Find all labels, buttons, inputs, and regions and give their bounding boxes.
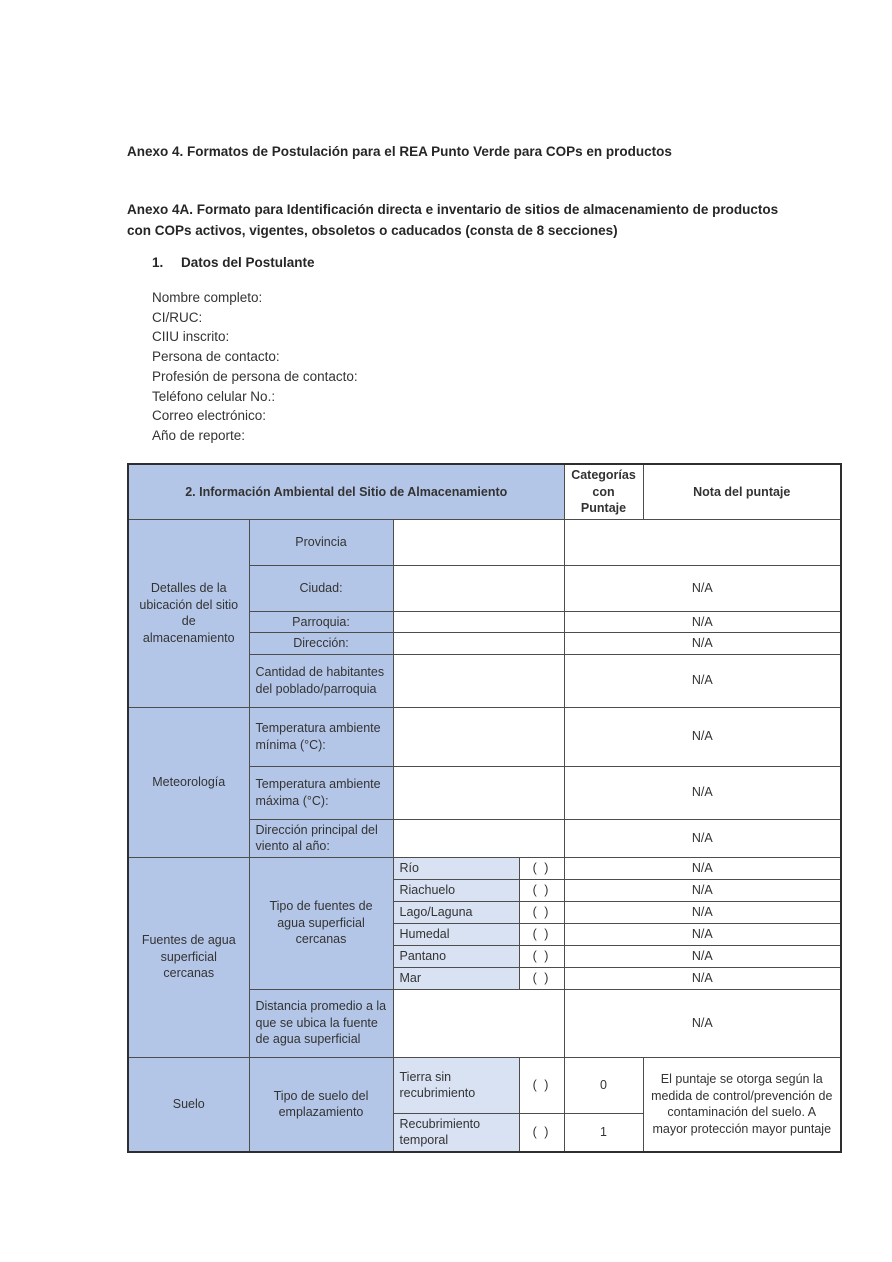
na-cell-distancia: N/A (564, 989, 841, 1057)
na-cell-parroquia: N/A (564, 611, 841, 633)
row-label-ciudad: Ciudad: (249, 565, 393, 611)
table-title: 2. Información Ambiental del Sitio de Almacenamiento (128, 464, 564, 519)
row-label-tipo-fuentes: Tipo de fuentes de agua superficial cercanas (249, 857, 393, 989)
score-recubrimiento: 1 (564, 1113, 643, 1152)
row-label-direccion: Dirección: (249, 633, 393, 655)
input-temp-minima[interactable] (393, 707, 564, 766)
col-header-categories: Categorías con Puntaje (564, 464, 643, 519)
row-label-viento: Dirección principal del viento al año: (249, 819, 393, 857)
field-telefono: Teléfono celular No.: (152, 388, 276, 404)
input-temp-maxima[interactable] (393, 766, 564, 819)
score-tierra: 0 (564, 1057, 643, 1113)
row-label-distancia: Distancia promedio a la que se ubica la fuente de agua superficial (249, 989, 393, 1057)
checkbox-mar[interactable]: ( ) (519, 967, 564, 989)
applicant-fields (152, 288, 358, 446)
input-distancia[interactable] (393, 989, 564, 1057)
doc-title: Anexo 4. Formatos de Postulación para el REA Punto Verde para COPs en productos (127, 144, 672, 159)
na-cell-habitantes: N/A (564, 654, 841, 707)
na-cell-direccion: N/A (564, 633, 841, 655)
section1-title: Datos del Postulante (181, 255, 315, 270)
field-nombre-completo: Nombre completo: (152, 290, 263, 305)
na-cell-pantano: N/A (564, 945, 841, 967)
water-type-riachuelo: Riachuelo (393, 879, 519, 901)
na-cell-humedal: N/A (564, 923, 841, 945)
section1-heading (152, 255, 315, 270)
field-anio-reporte: Año de reporte: (152, 427, 246, 443)
note-suelo: El puntaje se otorga según la medida de control/prevención de contaminación del suelo. A mayor protección mayor puntaje (643, 1057, 841, 1152)
group-label-meteorologia: Meteorología (128, 707, 249, 857)
row-label-tipo-suelo: Tipo de suelo del emplazamiento (249, 1057, 393, 1152)
na-cell-ciudad: N/A (564, 565, 841, 611)
soil-type-recubrimiento: Recubrimiento temporal (393, 1113, 519, 1152)
water-type-humedal: Humedal (393, 923, 519, 945)
na-cell-lago-laguna: N/A (564, 901, 841, 923)
water-type-lago-laguna: Lago/Laguna (393, 901, 519, 923)
input-habitantes[interactable] (393, 654, 564, 707)
row-label-parroquia: Parroquia: (249, 611, 393, 633)
field-ci-ruc: CI/RUC: (152, 309, 203, 325)
row-label-temp-maxima: Temperatura ambiente máxima (°C): (249, 766, 393, 819)
checkbox-pantano[interactable]: ( ) (519, 945, 564, 967)
input-direccion[interactable] (393, 633, 564, 655)
note-cell-provincia (564, 519, 841, 565)
input-ciudad[interactable] (393, 565, 564, 611)
row-label-temp-minima: Temperatura ambiente mínima (°C): (249, 707, 393, 766)
row-label-habitantes: Cantidad de habitantes del poblado/parroquia (249, 654, 393, 707)
soil-type-tierra: Tierra sin recubrimiento (393, 1057, 519, 1113)
na-cell-mar: N/A (564, 967, 841, 989)
na-cell-riachuelo: N/A (564, 879, 841, 901)
na-cell-temp-minima: N/A (564, 707, 841, 766)
group-label-suelo: Suelo (128, 1057, 249, 1152)
col-header-note: Nota del puntaje (643, 464, 841, 519)
section1-number: 1. (152, 255, 164, 270)
input-provincia[interactable] (393, 519, 564, 565)
field-ciiu: CIIU inscrito: (152, 329, 230, 345)
input-parroquia[interactable] (393, 611, 564, 633)
water-type-mar: Mar (393, 967, 519, 989)
checkbox-humedal[interactable]: ( ) (519, 923, 564, 945)
checkbox-rio[interactable]: ( ) (519, 857, 564, 879)
na-cell-rio: N/A (564, 857, 841, 879)
doc-subtitle: Anexo 4A. Formato para Identificación directa e inventario de sitios de almacenamiento de productos con COPs activos, vigentes, obsoletos o caducados (consta de 8 secciones) (127, 202, 779, 238)
checkbox-riachuelo[interactable]: ( ) (519, 879, 564, 901)
group-label-location: Detalles de la ubicación del sitio de almacenamiento (128, 519, 249, 707)
field-persona-contacto: Persona de contacto: (152, 349, 280, 365)
checkbox-tierra[interactable]: ( ) (519, 1057, 564, 1113)
checkbox-recubrimiento[interactable]: ( ) (519, 1113, 564, 1152)
water-type-rio: Río (393, 857, 519, 879)
field-correo: Correo electrónico: (152, 408, 267, 424)
row-label-provincia: Provincia (249, 519, 393, 565)
na-cell-temp-maxima: N/A (564, 766, 841, 819)
na-cell-viento: N/A (564, 819, 841, 857)
group-label-fuentes-agua: Fuentes de agua superficial cercanas (128, 857, 249, 1057)
environment-info-table (127, 463, 842, 1153)
checkbox-lago-laguna[interactable]: ( ) (519, 901, 564, 923)
field-profesion-contacto: Profesión de persona de contacto: (152, 368, 358, 384)
water-type-pantano: Pantano (393, 945, 519, 967)
input-viento[interactable] (393, 819, 564, 857)
